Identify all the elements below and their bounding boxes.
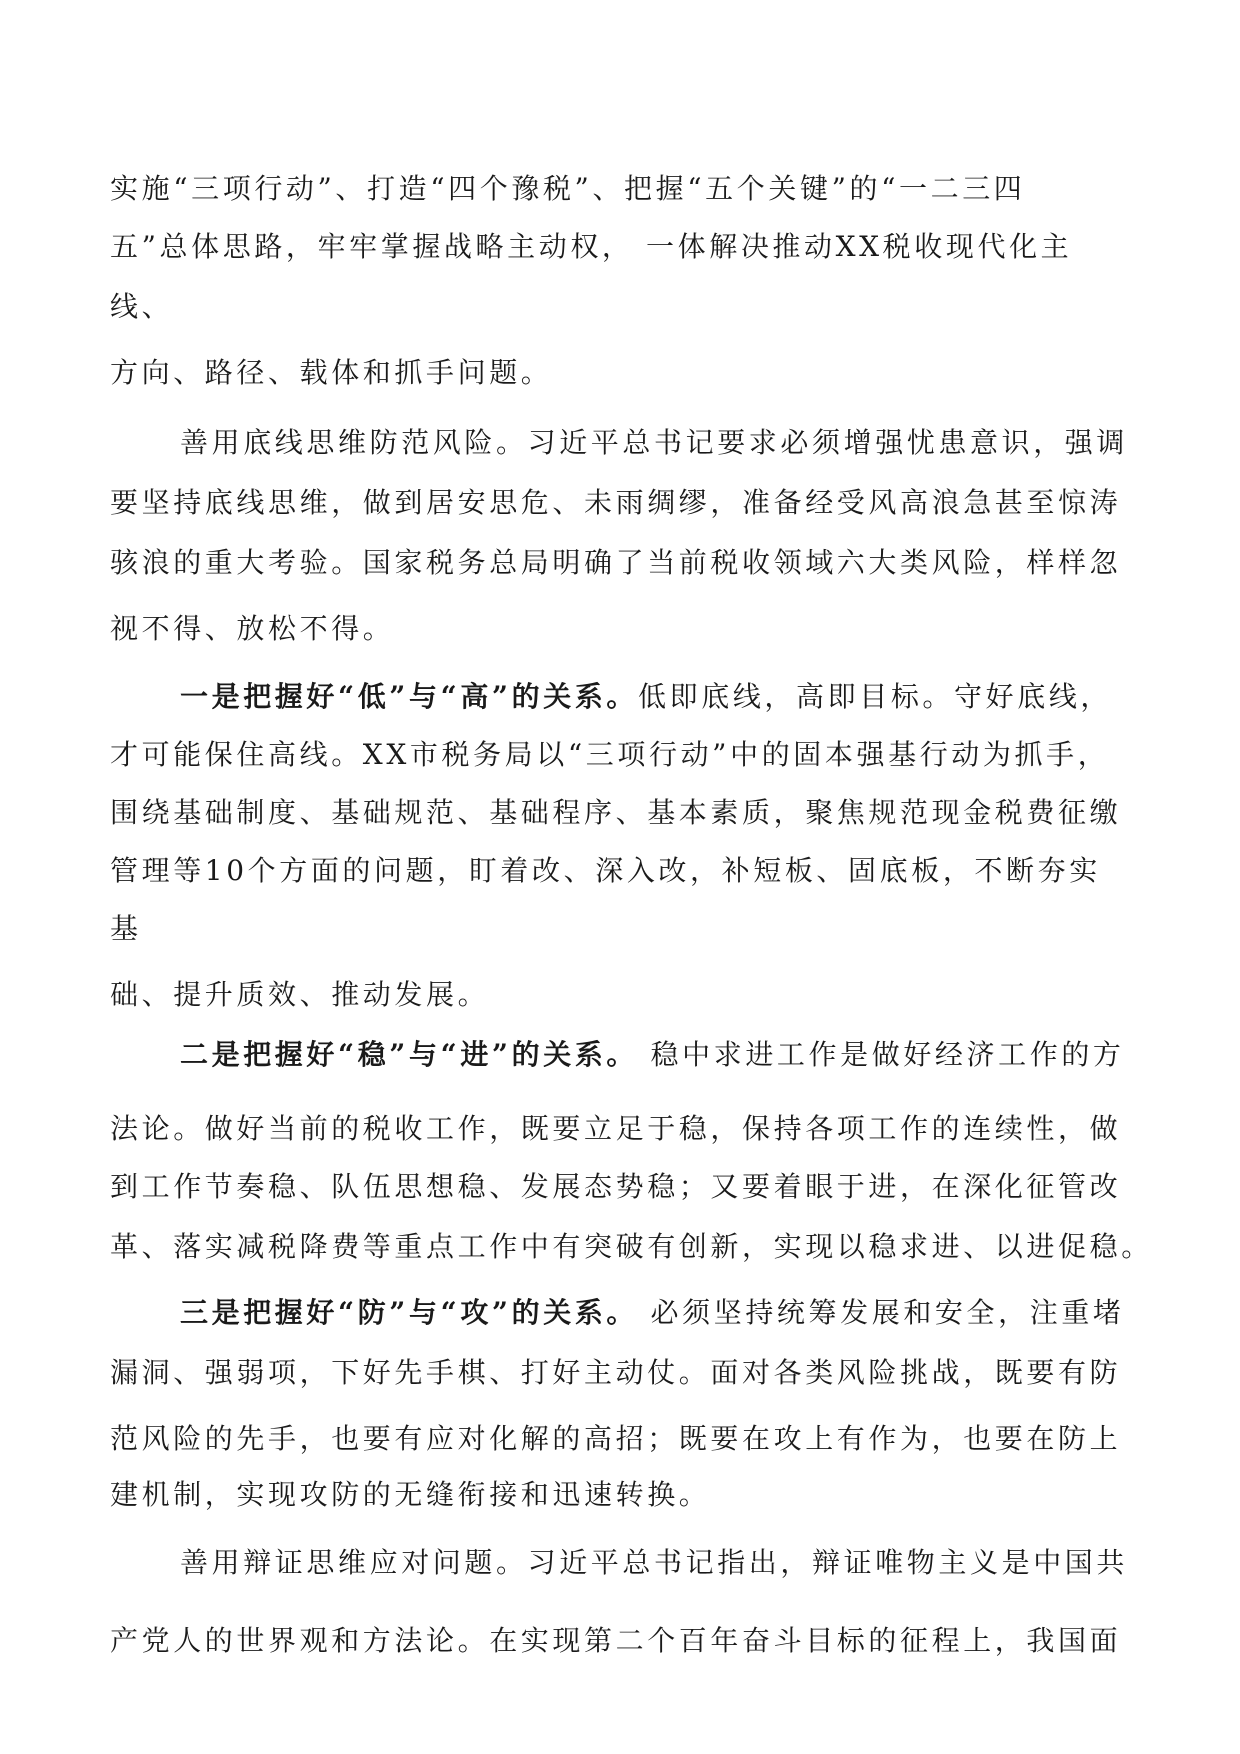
text-line-13: 基 — [110, 912, 142, 945]
text-line-18: 革、落实减税降费等重点工作中有突破有创新，实现以稳求进、以进促稳。 — [110, 1230, 1153, 1263]
text-line-12: 管理等10个方面的问题，盯着改、深入改，补短板、固底板，不断夯实 — [110, 854, 1101, 887]
text-line-24: 产党人的世界观和方法论。在实现第二个百年奋斗目标的征程上，我国面 — [110, 1624, 1122, 1657]
text-line-4: 方向、路径、载体和抓手问题。 — [110, 356, 553, 389]
paragraph-heading-dialectical-thinking: 善用辩证思维应对问题。习近平总书记指出，辩证唯物主义是中国共 — [180, 1546, 1129, 1579]
text-line-11: 围绕基础制度、基础规范、基础程序、基本素质，聚焦规范现金税费征缴 — [110, 796, 1122, 829]
point-two-heading: 二是把握好“稳”与“进”的关系。 — [180, 1038, 639, 1071]
point-two-line: 二是把握好“稳”与“进”的关系。 稳中求进工作是做好经济工作的方 — [180, 1038, 1125, 1071]
text-line-14: 础、提升质效、推动发展。 — [110, 978, 490, 1011]
text-line-2: 五”总体思路，牢牢掌握战略主动权， 一体解决推动XX税收现代化主 — [110, 230, 1073, 263]
text-line-6: 要坚持底线思维，做到居安思危、未雨绸缪，准备经受风高浪急甚至惊涛 — [110, 486, 1122, 519]
text-line-22: 建机制，实现攻防的无缝衔接和迅速转换。 — [110, 1478, 711, 1511]
point-one-heading: 一是把握好“低”与“高”的关系。 — [180, 680, 639, 713]
text-line-16: 法论。做好当前的税收工作，既要立足于稳，保持各项工作的连续性，做 — [110, 1112, 1122, 1145]
text-line-17: 到工作节奏稳、队伍思想稳、发展态势稳；又要着眼于进，在深化征管改 — [110, 1170, 1122, 1203]
text-line-10: 才可能保住高线。XX市税务局以“三项行动”中的固本强基行动为抓手， — [110, 738, 1110, 771]
text-line-3: 线、 — [110, 290, 174, 323]
text-line-20: 漏洞、强弱项，下好先手棋、打好主动仗。面对各类风险挑战，既要有防 — [110, 1356, 1122, 1389]
text-line-1: 实施“三项行动”、打造“四个豫税”、把握“五个关键”的“一二三四 — [110, 172, 1026, 205]
point-three-line: 三是把握好“防”与“攻”的关系。 必须坚持统筹发展和安全，注重堵 — [180, 1296, 1125, 1329]
text-line-8: 视不得、放松不得。 — [110, 612, 395, 645]
point-one-line: 一是把握好“低”与“高”的关系。低即底线，高即目标。守好底线， — [180, 680, 1113, 713]
paragraph-heading-bottom-line-thinking: 善用底线思维防范风险。习近平总书记要求必须增强忧患意识，强调 — [180, 426, 1129, 459]
point-three-heading: 三是把握好“防”与“攻”的关系。 — [180, 1296, 639, 1329]
text-line-7: 骇浪的重大考验。国家税务总局明确了当前税收领域六大类风险，样样忽 — [110, 546, 1122, 579]
text-line-21: 范风险的先手，也要有应对化解的高招；既要在攻上有作为，也要在防上 — [110, 1422, 1122, 1455]
